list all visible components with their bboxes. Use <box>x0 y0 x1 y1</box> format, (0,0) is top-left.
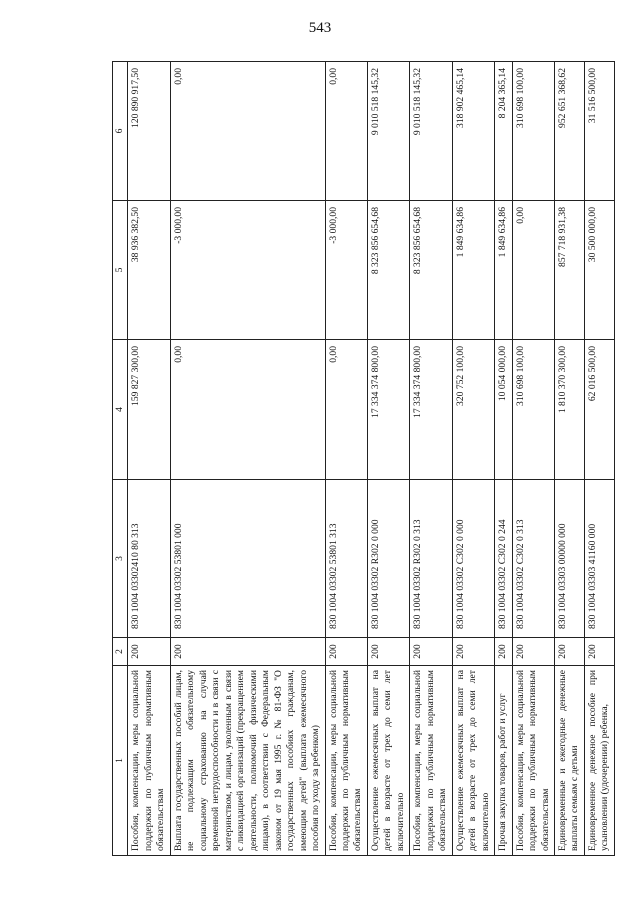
table-row <box>367 62 409 856</box>
table-row <box>170 62 325 856</box>
row-col5: 8 323 856 654,68 <box>410 201 452 340</box>
row-col4: 62 016 500,00 <box>584 340 614 480</box>
row-col6: 9 010 518 145,32 <box>367 62 409 201</box>
row-code: 830 1004 03302 C302 0 244 <box>495 480 512 638</box>
row-name: Единовременные и ежегодные денежные выплаты семьям с детьми <box>555 666 585 856</box>
row-ref: 200 <box>410 638 452 666</box>
row-col5: -3 000,00 <box>170 201 325 340</box>
row-col4: 17 334 374 800,00 <box>367 340 409 480</box>
row-ref: 200 <box>367 638 409 666</box>
rotated-table-wrapper <box>112 62 611 856</box>
row-col5: 1 849 634,86 <box>452 201 494 340</box>
table-row <box>128 62 170 856</box>
row-name: Пособия, компенсации, меры социальной поддержки по публичным нормативным обязательствам <box>128 666 170 856</box>
row-ref: 200 <box>325 638 367 666</box>
table-row <box>495 62 512 856</box>
row-code: 830 1004 03302 53801 313 <box>325 480 367 638</box>
row-col4: 310 698 100,00 <box>512 340 554 480</box>
row-name: Пособия, компенсации, меры социальной поддержки по публичным нормативным обязательствам <box>410 666 452 856</box>
page-number: 543 <box>308 20 332 36</box>
row-col5: 30 500 000,00 <box>584 201 614 340</box>
row-code: 830 1004 03302 R302 0 000 <box>367 480 409 638</box>
row-col6: 120 890 917,50 <box>128 62 170 201</box>
row-code: 830 1004 03302410 80 313 <box>128 480 170 638</box>
row-ref: 200 <box>512 638 554 666</box>
row-name: Прочая закупка товаров, работ и услуг <box>495 666 512 856</box>
row-col6: 310 698 100,00 <box>512 62 554 201</box>
rotated-table-container <box>112 62 611 856</box>
row-name: Пособия, компенсации, меры социальной поддержки по публичным нормативным обязательствам <box>325 666 367 856</box>
table-row <box>555 62 585 856</box>
row-col5: 38 936 382,50 <box>128 201 170 340</box>
row-ref: 200 <box>452 638 494 666</box>
row-col5: 1 849 634,86 <box>495 201 512 340</box>
row-col6: 9 010 518 145,32 <box>410 62 452 201</box>
header-cell: 5 <box>113 201 128 340</box>
row-col5: -3 000,00 <box>325 201 367 340</box>
table-row <box>584 62 614 856</box>
row-ref: 200 <box>128 638 170 666</box>
row-col4: 10 054 000,00 <box>495 340 512 480</box>
row-col5: 0,00 <box>512 201 554 340</box>
row-code: 830 1004 03303 41160 000 <box>584 480 614 638</box>
row-ref: 200 <box>555 638 585 666</box>
row-col6: 0,00 <box>170 62 325 201</box>
header-cell: 2 <box>113 638 128 666</box>
row-name: Осуществление ежемесячных выплат на детей в возрасте от трех до семи лет включительно <box>367 666 409 856</box>
row-col4: 0,00 <box>170 340 325 480</box>
row-code: 830 1004 03302 53801 000 <box>170 480 325 638</box>
row-name: Пособия, компенсации, меры социальной поддержки по публичным нормативным обязательствам <box>512 666 554 856</box>
budget-table <box>112 61 615 856</box>
row-col6: 952 651 368,62 <box>555 62 585 201</box>
row-col4: 159 827 300,00 <box>128 340 170 480</box>
table-row <box>452 62 494 856</box>
row-code: 830 1004 03302 C302 0 313 <box>512 480 554 638</box>
row-col4: 0,00 <box>325 340 367 480</box>
header-cell: 1 <box>113 666 128 856</box>
header-row <box>113 62 128 856</box>
table-row <box>410 62 452 856</box>
header-cell: 6 <box>113 62 128 201</box>
row-col4: 1 810 370 300,00 <box>555 340 585 480</box>
row-col6: 31 516 500,00 <box>584 62 614 201</box>
header-cell: 3 <box>113 480 128 638</box>
row-col6: 8 204 365,14 <box>495 62 512 201</box>
row-name: Единовременное денежное пособие при усыновлении (удочерении) ребенка, <box>584 666 614 856</box>
row-ref: 200 <box>495 638 512 666</box>
row-code: 830 1004 03302 C302 0 000 <box>452 480 494 638</box>
row-code: 830 1004 03303 00000 000 <box>555 480 585 638</box>
header-cell: 4 <box>113 340 128 480</box>
row-ref: 200 <box>170 638 325 666</box>
row-col5: 857 718 931,38 <box>555 201 585 340</box>
row-col4: 17 334 374 800,00 <box>410 340 452 480</box>
row-name: Выплата государственных пособий лицам, не подлежащим обязательному социальному страхованию на случай временной нетрудоспособности и в связи с материнством, и лицам, уволенным в связи с ликвидацией организаций (прекращением деятельности, полномочий физическими лицами), в соответствии с Федеральным законом от 19 мая 1995 г. № 81-ФЗ "О государственных пособиях гражданам, имеющим детей" (выплата ежемесячного пособия по уходу за ребенком) <box>170 666 325 856</box>
row-col6: 318 902 465,14 <box>452 62 494 201</box>
row-code: 830 1004 03302 R302 0 313 <box>410 480 452 638</box>
row-col5: 8 323 856 654,68 <box>367 201 409 340</box>
table-row <box>325 62 367 856</box>
row-ref: 200 <box>584 638 614 666</box>
row-name: Осуществление ежемесячных выплат на детей в возрасте от трех до семи лет включительно <box>452 666 494 856</box>
row-col6: 0,00 <box>325 62 367 201</box>
row-col4: 320 752 100,00 <box>452 340 494 480</box>
table-row <box>512 62 554 856</box>
